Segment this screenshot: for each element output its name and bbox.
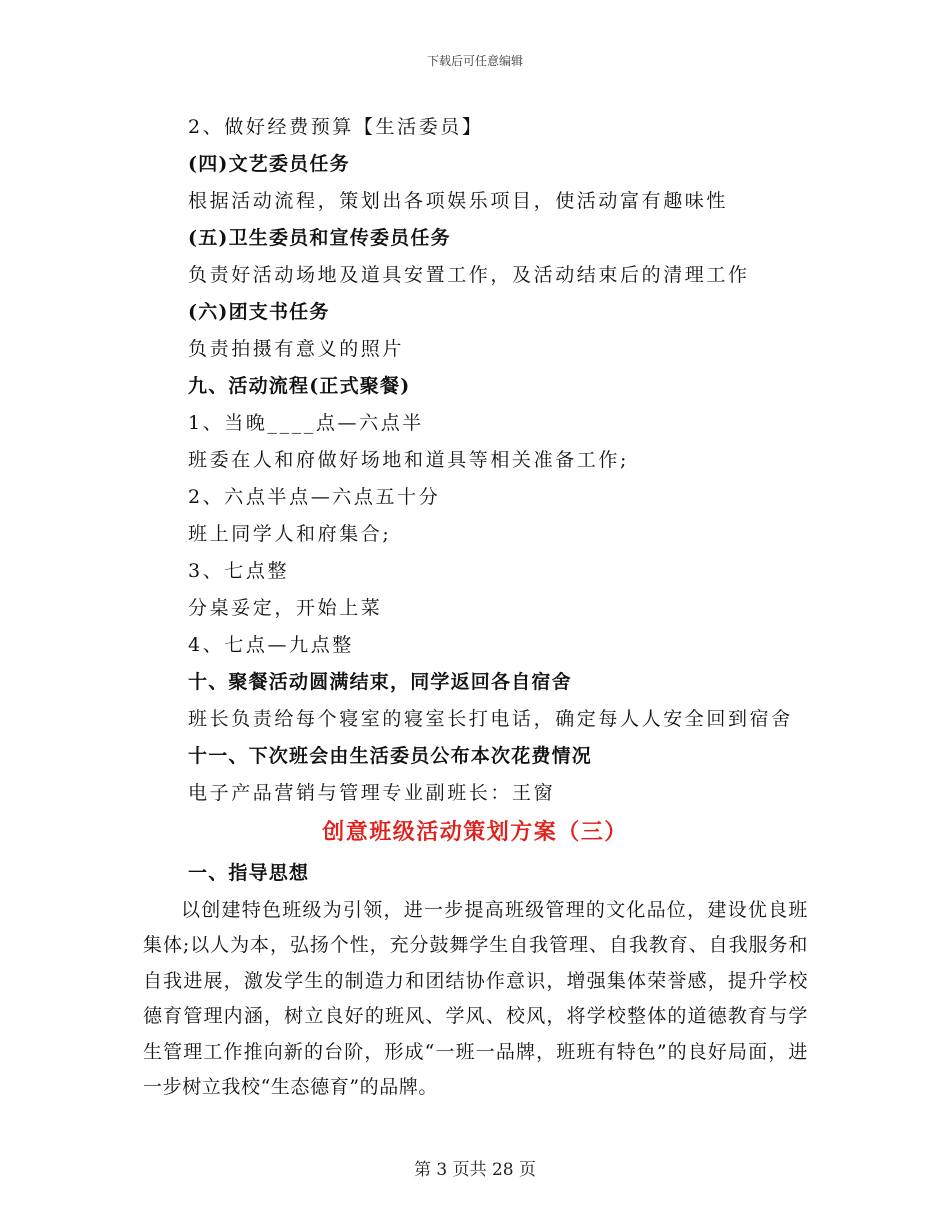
heading-arts-committee: (四)文艺委员任务	[188, 153, 350, 175]
line-step-2: 2、六点半点—六点五十分	[188, 486, 441, 508]
subheading-guiding-ideology: 一、指导思想	[188, 862, 310, 884]
heading-activity-flow: 九、活动流程(正式聚餐)	[188, 375, 411, 397]
line-step-2-detail: 班上同学人和府集合;	[188, 523, 392, 545]
heading-activity-end: 十、聚餐活动圆满结束，同学返回各自宿舍	[188, 671, 572, 693]
guiding-ideology-paragraph: 以创建特色班级为引领，进一步提高班级管理的文化品位，建设优良班集体;以人为本，弘扬个性，充分鼓舞学生自我管理、自我教育、自我服务和自我进展，激发学生的制造力和团结协作意识，增强集体荣誉感，提升学校德育管理内涵，树立良好的班风、学风、校风，将学校整体的道德教育与学生管理工作推向新的台阶，形成“一班一品牌，班班有特色”的良好局面，进一步树立我校“生态德育”的品牌。	[143, 899, 808, 1099]
heading-expense-report: 十一、下次班会由生活委员公布本次花费情况	[188, 745, 593, 767]
heading-league-secretary: (六)团支书任务	[188, 301, 330, 323]
line-step-3: 3、七点整	[188, 560, 290, 582]
line-budget: 2、做好经费预算【生活委员】	[188, 116, 484, 138]
line-step-1-detail: 班委在人和府做好场地和道具等相关准备工作;	[188, 449, 630, 471]
line-photo-task: 负责拍摄有意义的照片	[188, 338, 405, 360]
line-step-1: 1、当晚____点—六点半	[188, 412, 424, 434]
heading-hygiene-publicity: (五)卫生委员和宣传委员任务	[188, 227, 451, 249]
line-hygiene-task: 负责好活动场地及道具安置工作，及活动结束后的清理工作	[188, 264, 750, 286]
line-signature: 电子产品营销与管理专业副班长：王窗	[188, 782, 556, 804]
page-header: 下载后可任意编辑	[426, 54, 523, 68]
line-step-3-detail: 分桌妥定，开始上菜	[188, 597, 383, 619]
section-title: 创意班级活动策划方案（三）	[322, 819, 628, 845]
line-arts-task: 根据活动流程，策划出各项娱乐项目，使活动富有趣味性	[188, 190, 729, 212]
line-step-4: 4、七点—九点整	[188, 634, 354, 656]
page-footer: 第 3 页共 28 页	[413, 1160, 537, 1180]
line-safety-check: 班长负责给每个寝室的寝室长打电话，确定每人人安全回到宿舍	[188, 708, 793, 730]
